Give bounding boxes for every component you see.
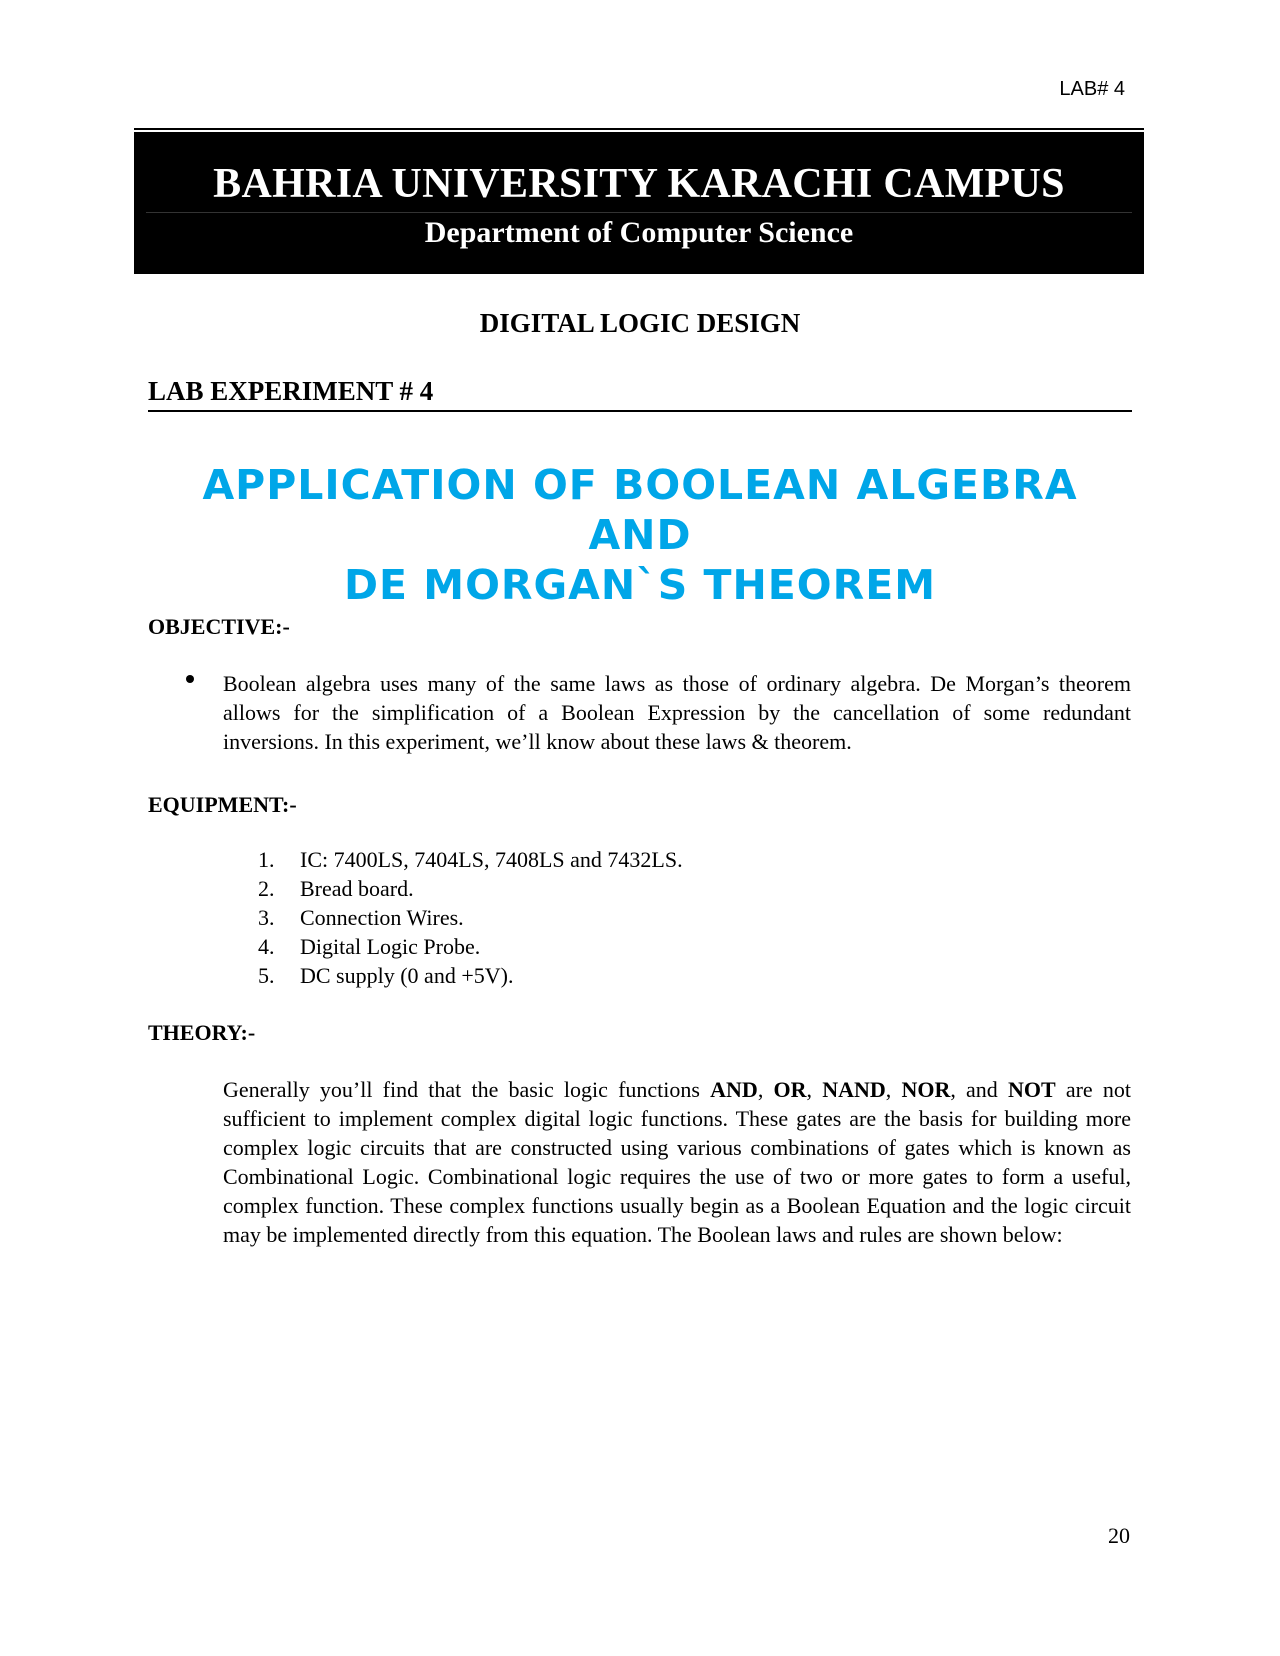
university-name: BAHRIA UNIVERSITY KARACHI CAMPUS [213,161,1065,207]
lab-heading-underline [148,410,1132,412]
theory-heading: THEORY:- [148,1020,256,1045]
objective-text: Boolean algebra uses many of the same laws as those of ordinary algebra. De Morgan’s theorem allows for the simplification of a Boolean Expression by the cancellation of some redundant inversions. In this experiment, we’ll know about these laws & theorem. [223,671,1131,754]
equipment-list [258,845,683,990]
banner-top-rule [134,128,1144,130]
banner-divider [146,212,1132,213]
list-item: 5. DC supply (0 and +5V). [258,963,514,988]
objective-heading: OBJECTIVE:- [148,614,290,639]
experiment-title [0,460,1280,610]
theory-text: Generally you’ll find that the basic logic functions AND, OR, NAND, NOR, and NOT are not sufficient to implement complex digital logic functions. These gates are the basis for building more complex logic circuits that are constructed using various combinations of gates which is known as Combinational Logic. Combinational logic requires the use of two or more gates to form a useful, complex function. These complex functions usually begin as a Boolean Equation and the logic circuit may be implemented directly from this equation. The Boolean laws and rules are shown below: [223,1077,1131,1247]
experiment-title-line-2: AND [588,511,692,559]
course-title: DIGITAL LOGIC DESIGN [479,308,801,338]
list-item: 1. IC: 7400LS, 7404LS, 7408LS and 7432LS. [258,847,683,872]
list-item: 4. Digital Logic Probe. [258,934,481,959]
equipment-heading: EQUIPMENT:- [148,792,297,817]
list-item: 3. Connection Wires. [258,905,464,930]
department-name: Department of Computer Science [424,216,854,249]
experiment-title-line-1: APPLICATION OF BOOLEAN ALGEBRA [202,461,1078,509]
experiment-title-line-3: DE MORGAN`S THEOREM [343,561,937,609]
lab-experiment-heading: LAB EXPERIMENT # 4 [148,376,434,406]
page-number: 20 [1108,1523,1130,1548]
bullet-icon [186,675,194,683]
university-banner [134,132,1144,274]
list-item: 2. Bread board. [258,876,414,901]
lab-tag: LAB# 4 [1059,78,1125,100]
